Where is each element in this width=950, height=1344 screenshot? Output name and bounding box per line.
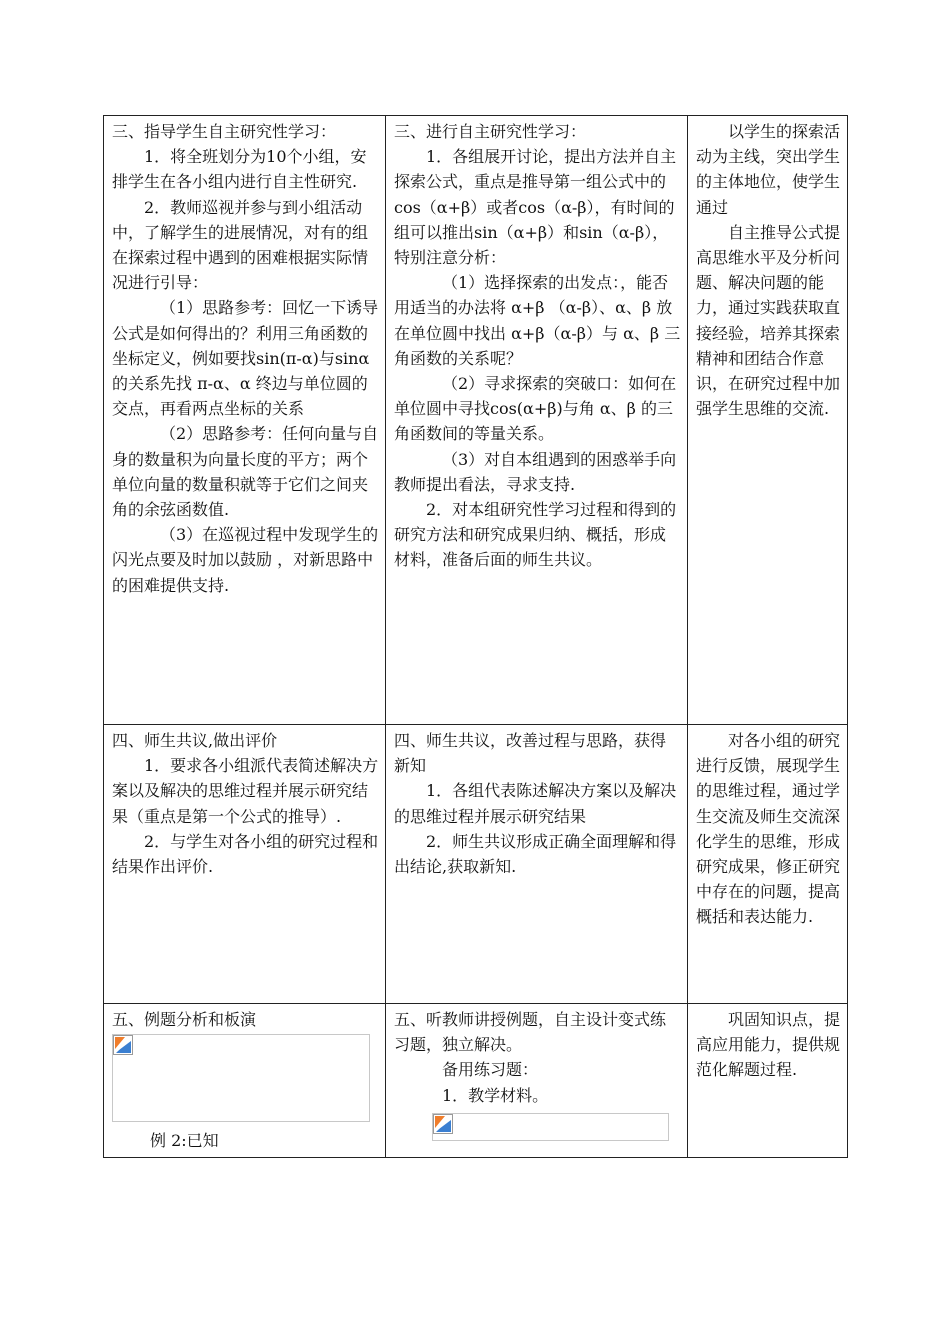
paragraph: 2．教师巡视并参与到小组活动中，了解学生的进展情况，对有的组在探索过程中遇到的困难根据实际情况进行引导： [112, 197, 369, 293]
broken-image-icon [433, 1114, 453, 1134]
paragraph: 2．师生共议形成正确全面理解和得出结论,获取新知. [394, 831, 677, 877]
lesson-plan-table [103, 115, 848, 1158]
section-heading: 三、指导学生自主研究性学习： [112, 122, 337, 141]
teacher-activity-cell [104, 1004, 386, 1158]
table-row [104, 116, 848, 725]
image-placeholder [432, 1113, 669, 1141]
paragraph: 1．将全班划分为10个小组，安排学生在各小组内进行自主性研究. [112, 147, 367, 192]
paragraph: 2．对本组研究性学习过程和得到的研究方法和研究成果归纳、概括，形成材料，准备后面的师生共议。 [394, 500, 677, 570]
section-heading: 三、进行自主研究性学习： [394, 122, 587, 141]
teacher-activity-cell [104, 725, 386, 1004]
paragraph: （2）思路参考：任何向量与自身的数量积为向量长度的平方；两个单位向量的数量积就等于它们之间夹角的余弦函数值. [112, 424, 379, 520]
section-heading: 五、例题分析和板演 [112, 1010, 257, 1029]
student-activity-cell [386, 1004, 688, 1158]
design-intent-cell [688, 1004, 848, 1158]
example-text: 例 2:已知 [150, 1131, 219, 1151]
paragraph: （3）在巡视过程中发现学生的闪光点要及时加以鼓励 ，对新思路中的困难提供支持. [112, 525, 379, 595]
student-activity-cell [386, 725, 688, 1004]
section-heading: 四、师生共议，改善过程与思路，获得新知 [394, 731, 667, 776]
section-heading: 五、听教师讲授例题，自主设计变式练习题，独立解决。 [394, 1010, 667, 1055]
paragraph: （3）对自本组遇到的困惑举手向教师提出看法，寻求支持. [394, 449, 677, 494]
teacher-activity-cell [104, 116, 386, 725]
design-intent-cell [688, 116, 848, 725]
paragraph: 2．与学生对各小组的研究过程和结果作出评价. [112, 831, 379, 877]
image-placeholder [112, 1034, 370, 1122]
table-row [104, 1004, 848, 1158]
paragraph: 1．要求各小组派代表简述解决方案以及解决的思维过程并展示研究结果（重点是第一个公式的推导）. [112, 756, 379, 826]
broken-image-icon [113, 1035, 133, 1055]
table-row [104, 725, 848, 1004]
design-intent-cell [688, 725, 848, 1004]
paragraph: 以学生的探索活动为主线，突出学生的主体地位，使学生通过 [696, 122, 841, 217]
student-activity-cell [386, 116, 688, 725]
paragraph: 巩固知识点，提高应用能力，提供规范化解题过程. [696, 1010, 841, 1080]
paragraph: 1．各组展开讨论，提出方法并自主探索公式，重点是推导第一组公式中的cos（α+β）或者cos（α-β），有时间的组可以推出sin（α+β）和sin（α-β），特别注意分析： [394, 147, 677, 268]
paragraph: （1）思路参考：回忆一下诱导公式是如何得出的？利用三角函数的坐标定义，例如要找sin(π-α)与sinα 的关系先找 π-α、α 终边与单位圆的交点，再看两点坐标的关系 [112, 298, 379, 419]
section-heading: 四、师生共议,做出评价 [112, 731, 278, 750]
paragraph: （1）选择探索的出发点：，能否用适当的办法将 α+β （α-β）、α、β 放在单位圆中找出 α+β（α-β）与 α、β 三角函数的关系呢？ [394, 273, 681, 368]
paragraph: 自主推导公式提高思维水平及分析问题、解决问题的能力，通过实践获取直接经验，培养其探索精神和团结合作意识，在研究过程中加强学生思维的交流. [696, 222, 841, 419]
paragraph: 1．教学材料。 [442, 1085, 549, 1105]
paragraph: 对各小组的研究进行反馈，展现学生的思维过程，通过学生交流及师生交流深化学生的思维，形成研究成果，修正研究中存在的问题，提高概括和表达能力. [696, 731, 841, 927]
paragraph: 1．各组代表陈述解决方案以及解决的思维过程并展示研究结果 [394, 781, 677, 826]
paragraph: （2）寻求探索的突破口：如何在单位圆中寻找cos(α+β)与角 α、β 的三角函数间的等量关系。 [394, 374, 677, 444]
paragraph: 备用练习题： [442, 1060, 539, 1080]
